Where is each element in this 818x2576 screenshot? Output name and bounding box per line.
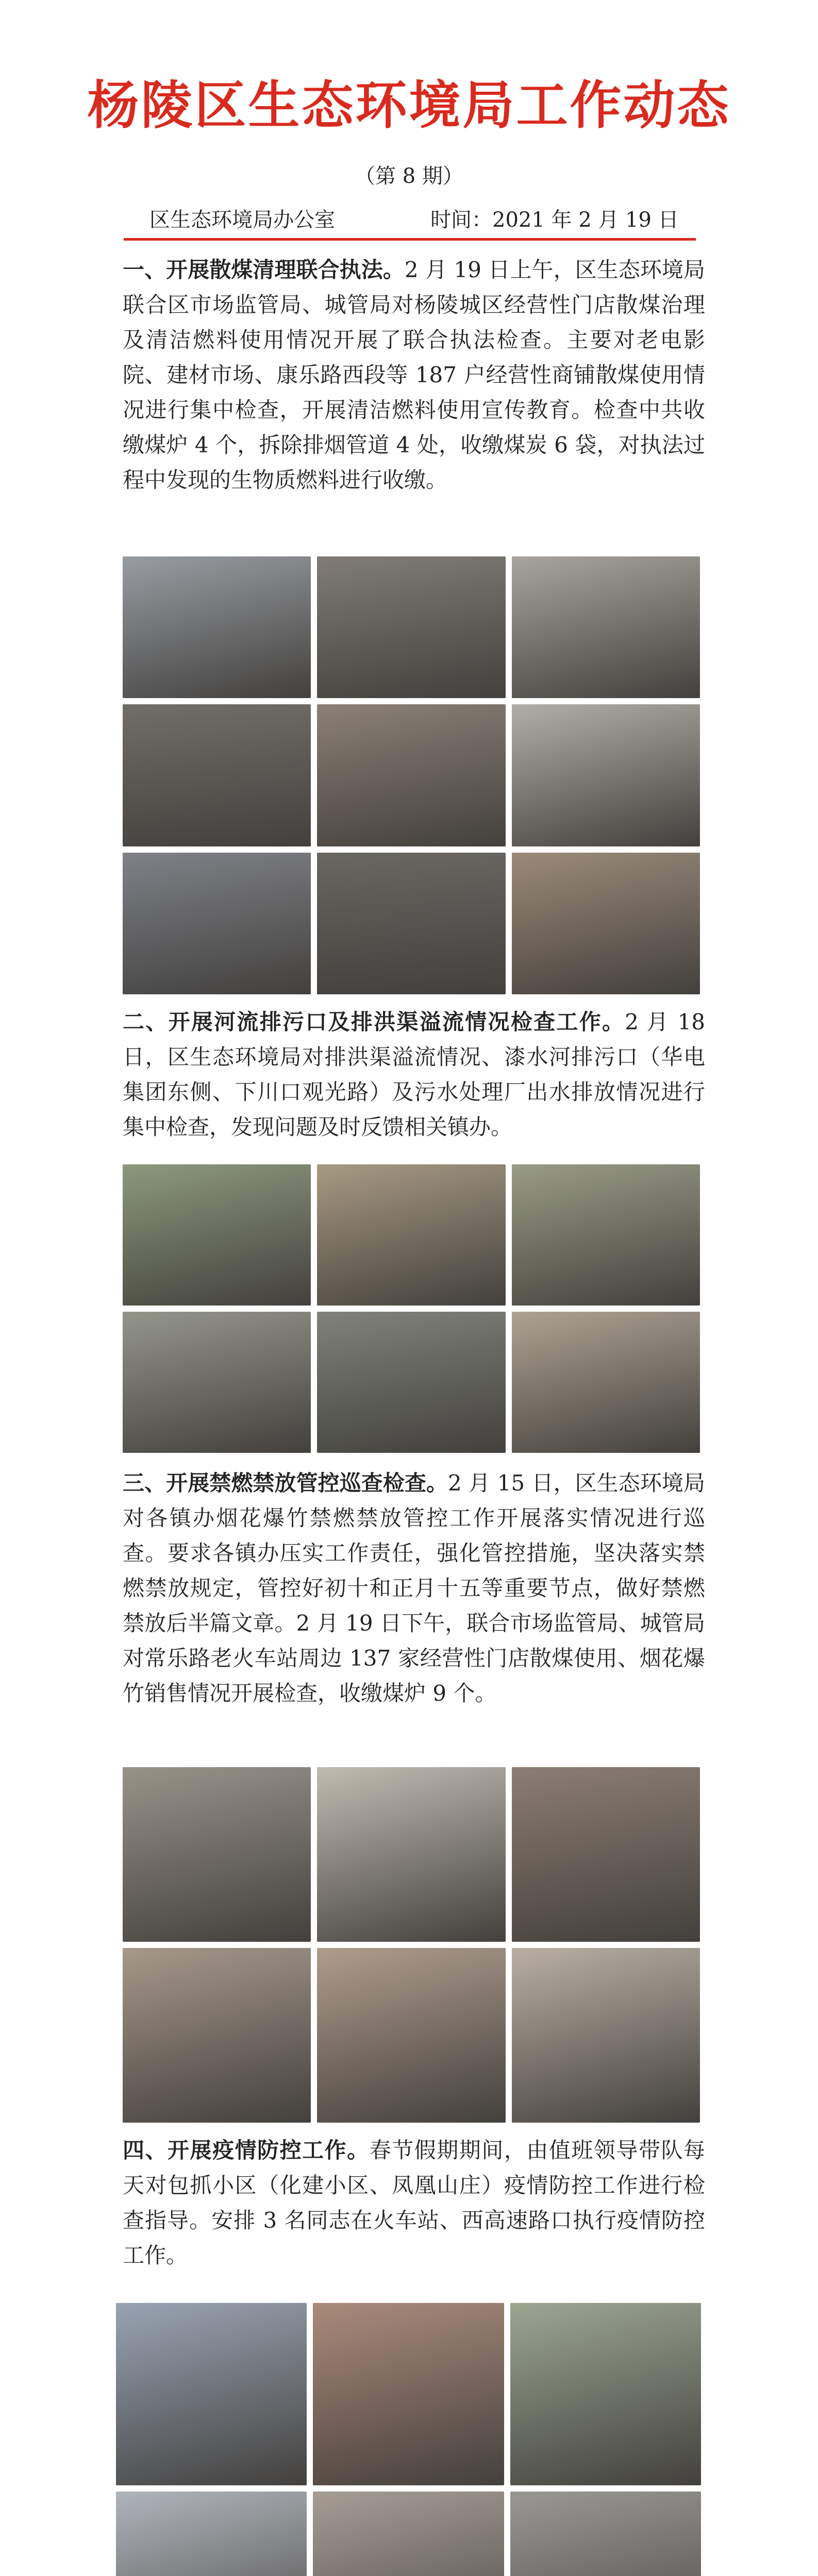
section-2-heading: 二、开展河流排污口及排洪渠溢流情况检查工作。	[123, 1009, 625, 1035]
scene-photo	[512, 1767, 700, 1942]
scene-photo	[313, 2492, 504, 2576]
issue-number: （第 8 期）	[355, 164, 463, 188]
section-2	[123, 1005, 705, 1145]
scene-photo	[317, 853, 505, 994]
scene-photo	[116, 2303, 307, 2485]
issuing-office: 区生态环境局办公室	[149, 208, 335, 232]
scene-photo	[512, 1312, 700, 1453]
section-3	[123, 1466, 705, 1711]
scene-photo	[317, 1767, 505, 1942]
scene-photo	[123, 1948, 311, 2123]
scene-photo	[317, 1312, 505, 1453]
scene-photo	[512, 704, 700, 846]
scene-photo	[123, 704, 311, 846]
section-1-body: 2 月 19 日上午，区生态环境局联合区市场监管局、城管局对杨陵城区经营性门店散煤治理及清洁燃料使用情况开展了联合执法检查。主要对老电影院、建材市场、康乐路西段等 187 户经营性商铺散煤使用情况进行集中检查，开展清洁燃料使用宣传教育。检查中共收缴煤炉 4 个，拆除排烟管道 4 处，收缴煤炭 6 袋，对执法过程中发现的生物质燃料进行收缴。	[123, 257, 705, 493]
scene-photo	[116, 2492, 307, 2576]
scene-photo	[123, 1164, 311, 1306]
scene-photo	[512, 556, 700, 698]
section-4	[123, 2133, 705, 2273]
scene-photo	[317, 1948, 505, 2123]
scene-photo	[512, 1948, 700, 2123]
section-1-heading: 一、开展散煤清理联合执法。	[123, 257, 405, 282]
section-4-body: 春节假期期间，由值班领导带队每天对包抓小区（化建小区、凤凰山庄）疫情防控工作进行检查指导。安排 3 名同志在火车站、西高速路口执行疫情防控工作。	[123, 2138, 705, 2268]
scene-photo	[123, 1767, 311, 1942]
issue-date: 时间：2021 年 2 月 19 日	[430, 208, 679, 232]
scene-photo	[510, 2303, 701, 2485]
section-3-heading: 三、开展禁燃禁放管控巡查检查。	[123, 1470, 448, 1496]
section-4-photo-grid	[116, 2303, 701, 2576]
scene-photo	[317, 704, 505, 846]
header-divider	[124, 238, 696, 241]
scene-photo	[510, 2492, 701, 2576]
section-3-body: 2 月 15 日，区生态环境局对各镇办烟花爆竹禁燃禁放管控工作开展落实情况进行巡查。要求各镇办压实工作责任，强化管控措施，坚决落实禁燃禁放规定，管控好初十和正月十五等重要节点，做好禁燃禁放后半篇文章。2 月 19 日下午，联合市场监管局、城管局对常乐路老火车站周边 137 家经营性门店散煤使用、烟花爆竹销售情况开展检查，收缴煤炉 9 个。	[123, 1470, 705, 1706]
scene-photo	[512, 853, 700, 994]
section-2-body: 2 月 18 日，区生态环境局对排洪渠溢流情况、漆水河排污口（华电集团东侧、下川口观光路）及污水处理厂出水排放情况进行集中检查，发现问题及时反馈相关镇办。	[123, 1009, 705, 1140]
scene-photo	[313, 2303, 504, 2485]
section-3-photo-grid	[123, 1767, 700, 2123]
section-2-photo-grid	[123, 1164, 700, 1453]
scene-photo	[512, 1164, 700, 1306]
section-4-heading: 四、开展疫情防控工作。	[123, 2138, 370, 2163]
scene-photo	[123, 853, 311, 994]
masthead-title: 杨陵区生态环境局工作动态	[87, 75, 731, 135]
section-1-photo-grid	[123, 556, 700, 994]
scene-photo	[123, 1312, 311, 1453]
scene-photo	[317, 556, 505, 698]
scene-photo	[317, 1164, 505, 1306]
scene-photo	[123, 556, 311, 698]
section-1	[123, 252, 705, 498]
